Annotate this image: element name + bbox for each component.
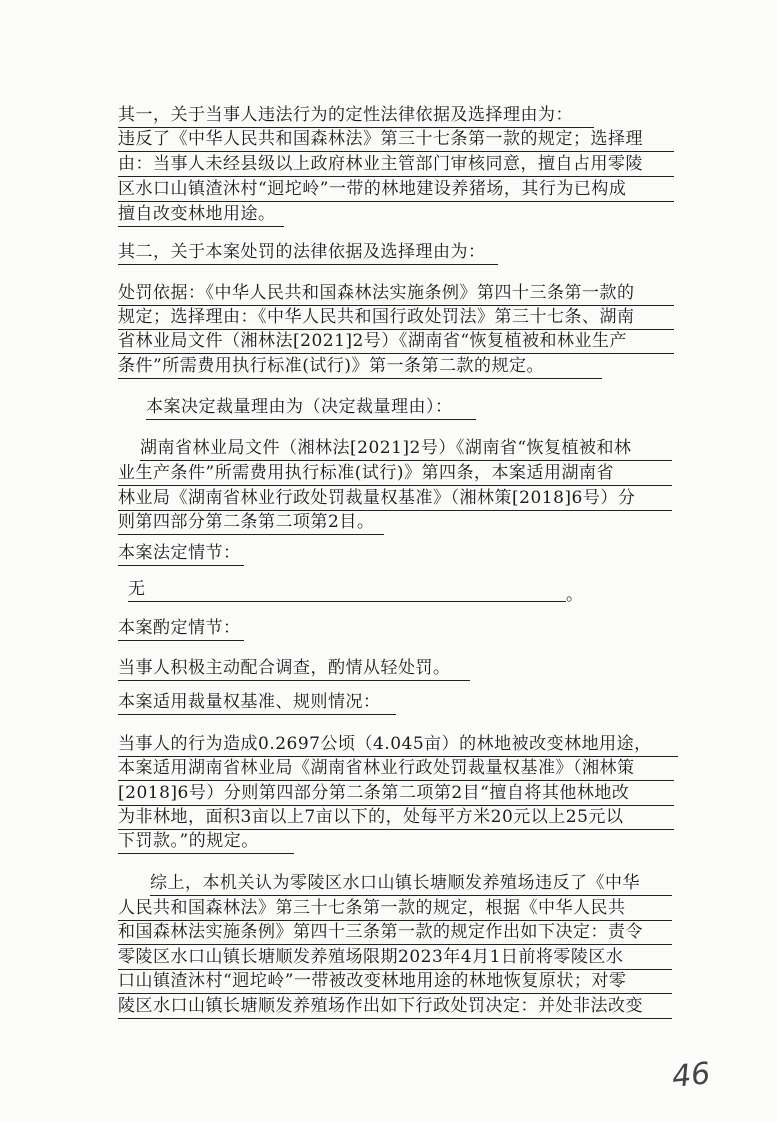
line-conclusion-2: 人民共和国森林法》第三十七条第一款的规定，根据《中华人民共 — [118, 897, 672, 921]
line-discretion-heading: 本案决定裁量理由为（决定裁量理由）： — [146, 396, 476, 420]
line-discretionary-value: 当事人积极主动配合调查，酌情从轻处罚。 — [118, 657, 470, 681]
line-benchmark-4: 为非林地，面积3亩以上7亩以下的，处每平方米20元以上25元以 — [118, 806, 674, 830]
line-legal-basis-4: 擅自改变林地用途。 — [118, 203, 284, 227]
line-penalty-basis-heading: 其二，关于本案处罚的法律依据及选择理由为： — [118, 241, 498, 265]
page-number: 46 — [670, 1056, 712, 1095]
line-penalty-basis-2: 规定；选择理由：《中华人民共和国行政处罚法》第三十七条、湖南 — [118, 306, 674, 330]
line-discretionary-heading: 本案酌定情节： — [118, 617, 244, 641]
line-conclusion-4: 零陵区水口山镇长塘顺发养殖场限期2023年4月1日前将零陵区水 — [118, 946, 672, 970]
line-penalty-basis-4: 条件”所需费用执行标准(试行)》第一条第二款的规定。 — [118, 355, 602, 379]
line-penalty-basis-3: 省林业局文件（湘林法[2021]2号）《湖南省“恢复植被和林业生产 — [118, 330, 674, 354]
line-statutory-end-mark: 。 — [566, 585, 583, 605]
line-conclusion-5: 口山镇渣沐村“迥坨岭”一带被改变林地用途的林地恢复原状；对零 — [118, 970, 672, 994]
line-discretion-1: 湖南省林业局文件（湘林法[2021]2号）《湖南省“恢复植被和林 — [140, 437, 672, 461]
line-penalty-basis-1: 处罚依据：《中华人民共和国森林法实施条例》第四十三条第一款的 — [118, 282, 674, 306]
line-conclusion-1: 综上，本机关认为零陵区水口山镇长塘顺发养殖场违反了《中华 — [150, 872, 672, 896]
line-discretion-3: 林业局《湖南省林业行政处罚裁量权基准》（湘林策[2018]6号）分 — [118, 487, 672, 511]
line-discretion-2: 业生产条件”所需费用执行标准(试行)》第四条，本案适用湖南省 — [118, 462, 672, 486]
line-benchmark-heading: 本案适用裁量权基准、规则情况： — [118, 691, 396, 715]
line-benchmark-5: 下罚款。”的规定。 — [118, 830, 294, 854]
line-legal-basis-heading: 其一，关于当事人违法行为的定性法律依据及选择理由为： — [118, 104, 594, 128]
line-legal-basis-1: 违反了《中华人民共和国森林法》第三十七条第一款的规定；选择理 — [118, 128, 674, 152]
line-benchmark-2: 本案适用湖南省林业局《湖南省林业行政处罚裁量权基准》（湘林策 — [118, 757, 674, 781]
line-statutory-value: 无 — [128, 578, 566, 602]
line-legal-basis-2: 由：当事人未经县级以上政府林业主管部门审核同意，擅自占用零陵 — [118, 153, 674, 177]
line-legal-basis-3: 区水口山镇渣沐村“迥坨岭”一带的林地建设养猪场，其行为已构成 — [118, 178, 674, 202]
line-conclusion-6: 陵区水口山镇长塘顺发养殖场作出如下行政处罚决定：并处非法改变 — [118, 995, 672, 1019]
line-statutory-heading: 本案法定情节： — [118, 542, 244, 566]
line-conclusion-3: 和国森林法实施条例》第四十三条第一款的规定作出如下决定：责令 — [118, 921, 672, 945]
line-benchmark-3: [2018]6号）分则第四部分第二条第二项第2目“擅自将其他林地改 — [118, 782, 674, 806]
line-discretion-4: 则第四部分第二条第二项第2目。 — [118, 511, 384, 535]
line-benchmark-1: 当事人的行为造成0.2697公顷（4.045亩）的林地被改变林地用途， — [118, 733, 678, 757]
